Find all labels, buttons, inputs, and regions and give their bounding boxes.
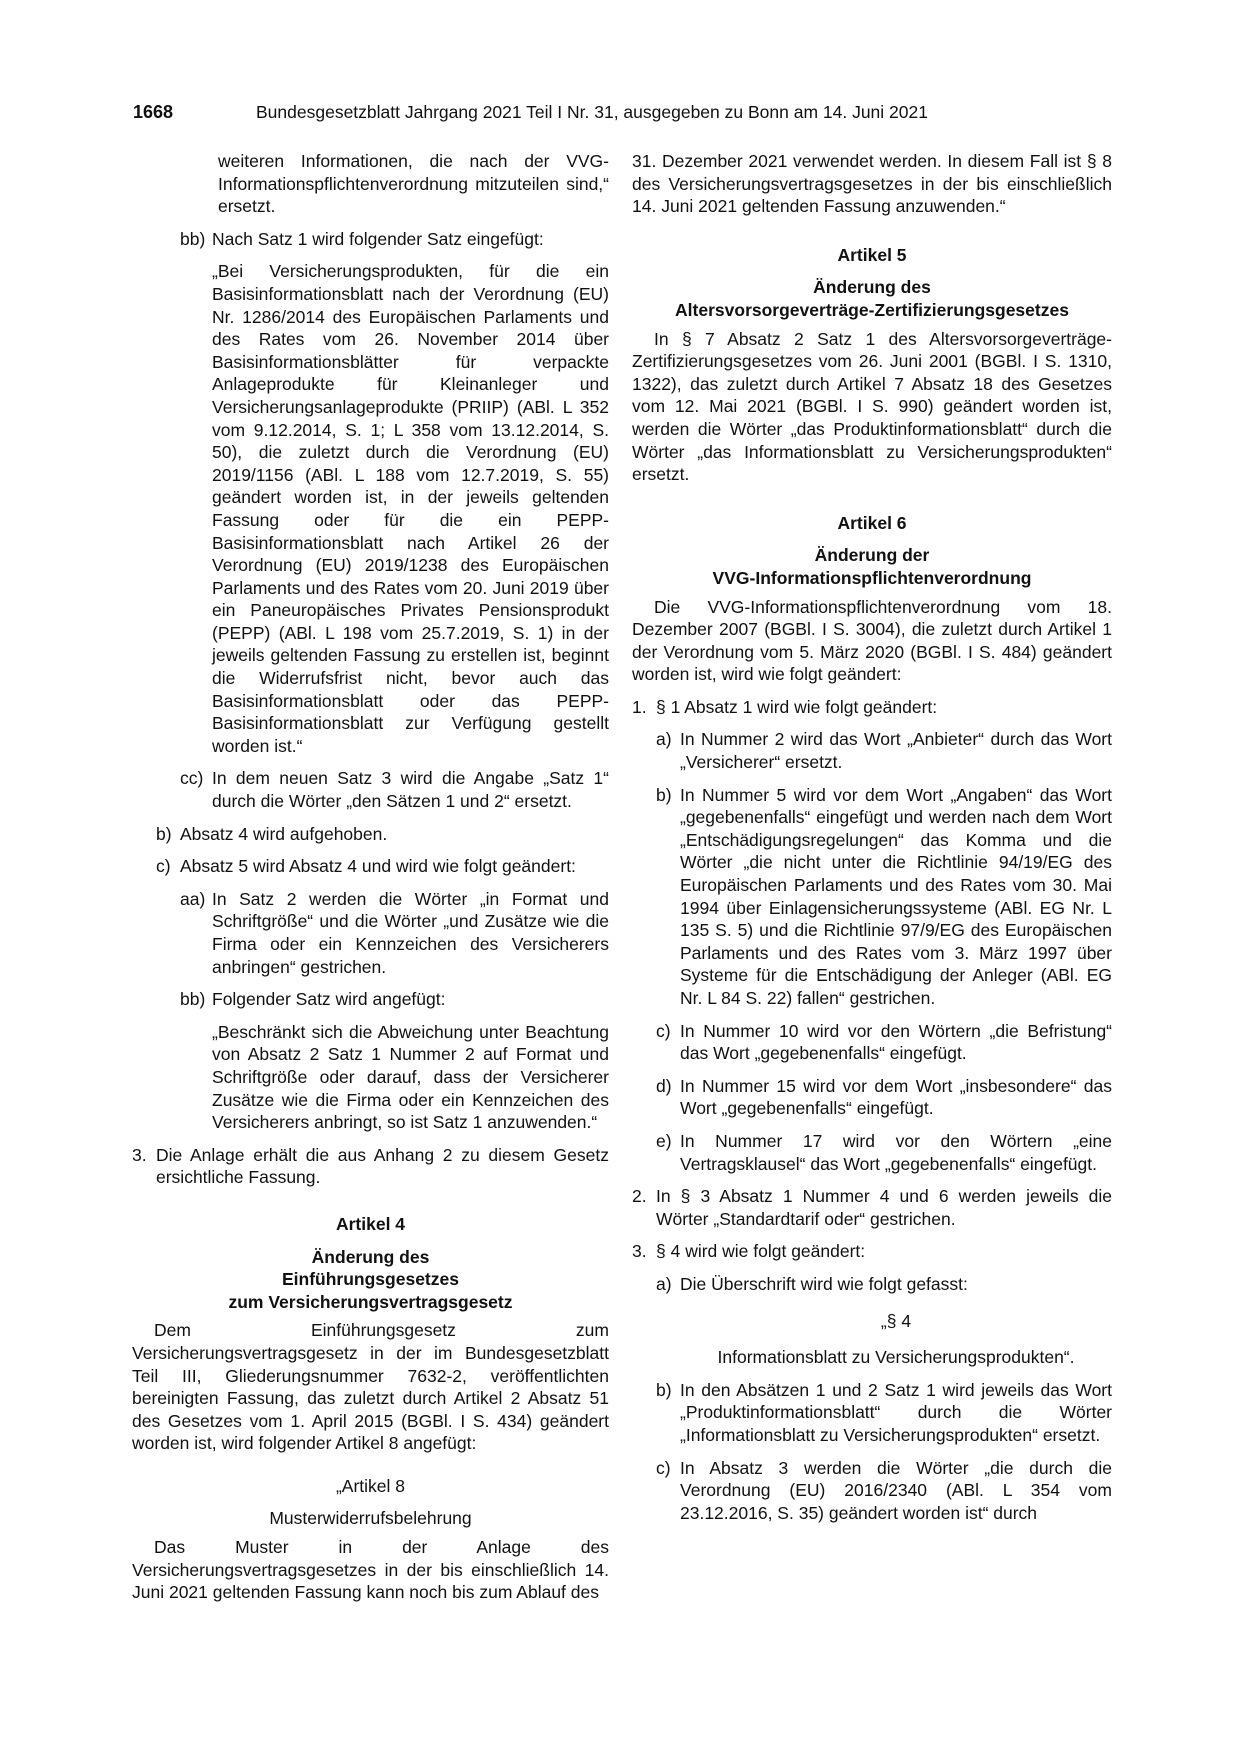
- article-title: Altersvorsorgeverträge-Zertifizierungsgesetzes: [675, 299, 1069, 320]
- list-item-1d: d) In Nummer 15 wird vor dem Wort „insbesondere“ das Wort „gegebenenfalls“ eingefügt.: [656, 1075, 1112, 1119]
- article-body: Die VVG-Informationspflichtenverordnung vom 18. Dezember 2007 (BGBl. I S. 3004), die zuletzt durch Artikel 1 der Verordnung vom 5. März 2020 (BGBl. I S. 484) geändert worden ist, wird wie folgt geändert:: [632, 596, 1112, 685]
- quoted-sentence: „Bei Versicherungsprodukten, für die ein Basisinformationsblatt nach der Verordnung (EU) Nr. 1286/2014 des Europäischen Parlaments und des Rates vom 26. November 2014 über Basisinformationsblätter für verpackte Anlageprodukte für Kleinanleger und Versicherungsanlageprodukte (PRIIP) (ABl. L 352 vom 9.12.2014, S. 1; L 358 vom 13.12.2014, S. 50), die zuletzt durch die Verordnung (EU) 2019/1156 (ABl. L 188 vom 12.7.2019, S. 55) geändert worden ist, in der jeweils geltenden Fassung oder für die ein PEPP-Basisinformationsblatt nach Artikel 26 der Verordnung (EU) 2019/1238 des Europäischen Parlaments und des Rates vom 20. Juni 2019 über ein Paneuropäisches Privates Pensionsprodukt (PEPP) (ABl. L 198 vom 25.7.2019, S. 1) in der jeweils geltenden Fassung zu erstellen ist, beginnt die Widerrufsfrist nicht, bevor auch das Basisinformationsblatt oder das PEPP-Basisinformationsblatt zur Verfügung gestellt worden ist.“: [212, 261, 609, 756]
- article-title: Änderung des: [311, 1246, 430, 1267]
- left-column: [132, 150, 609, 1604]
- continued-text: weiteren Informationen, die nach der VVG-Informationspflichtenverordnung mitzuteilen sind,“ ersetzt.: [218, 151, 609, 217]
- article-body: In § 7 Absatz 2 Satz 1 des Altersvorsorgeverträge-Zertifizierungsgesetzes vom 26. Juni 2001 (BGBl. I S. 1310, 1322), das zuletzt durch Artikel 7 Absatz 18 des Gesetzes vom 12. Mai 2021 (BGBl. I S. 990) geändert worden ist, werden die Wörter „das Produktinformationsblatt“ durch die Wörter „das Informationsblatt zu Versicherungsprodukten“ ersetzt.: [632, 328, 1112, 485]
- inserted-article-body: Das Muster in der Anlage des Versicherungsvertragsgesetzes in der bis einschließlich 14. Juni 2021 geltenden Fassung kann noch bis zum Ablauf des: [132, 1537, 609, 1603]
- list-item-bb1: bb) Nach Satz 1 wird folgender Satz eingefügt:: [180, 228, 544, 249]
- list-item-1a: a) In Nummer 2 wird das Wort „Anbieter“ durch das Wort „Versicherer“ ersetzt.: [656, 729, 1112, 773]
- inserted-article-number: „Artikel 8: [335, 1475, 406, 1496]
- list-item-3: 3. Die Anlage erhält die aus Anhang 2 zu diesem Gesetz ersichtliche Fassung.: [132, 1144, 609, 1188]
- continued-text: 31. Dezember 2021 verwendet werden. In diesem Fall ist § 8 des Versicherungsvertragsgesetzes in der bis einschließlich 14. Juni 2021 geltenden Fassung anzuwenden.“: [632, 151, 1112, 217]
- article-title: VVG-Informationspflichtenverordnung: [712, 567, 1032, 588]
- quoted-sentence: „Beschränkt sich die Abweichung unter Beachtung von Absatz 2 Satz 1 Nummer 2 auf Format und Schriftgröße oder darauf, dass der Versicherer Zusätze wie die Firma oder ein Kennzeichen des Versicherers anbringt, so ist Satz 1 anzuwenden.“: [212, 1021, 609, 1133]
- list-item-3a: a) Die Überschrift wird wie folgt gefasst:: [656, 1273, 968, 1294]
- article-title: Änderung der: [814, 545, 930, 566]
- article-number: Artikel 5: [837, 244, 907, 265]
- page-number: 1668: [133, 102, 174, 122]
- list-item-b: b) Absatz 4 wird aufgehoben.: [156, 823, 388, 844]
- list-item-aa: aa) In Satz 2 werden die Wörter „in Format und Schriftgröße“ und die Wörter „und Zusätze wie die Firma oder ein Kennzeichen des Versicherers anbringen“ gestrichen.: [180, 888, 609, 977]
- list-item-3b: b) In den Absätzen 1 und 2 Satz 1 wird jeweils das Wort „Produktinformationsblatt“ durch die Wörter „Informationsblatt zu Versicherungsprodukten“ ersetzt.: [656, 1379, 1112, 1445]
- article-number: Artikel 6: [837, 512, 907, 533]
- article-title: zum Versicherungsvertragsgesetz: [228, 1291, 513, 1312]
- list-item-2: 2. In § 3 Absatz 1 Nummer 4 und 6 werden jeweils die Wörter „Standardtarif oder“ gestrichen.: [632, 1186, 1112, 1229]
- list-item-1c: c) In Nummer 10 wird vor den Wörtern „die Befristung“ das Wort „gegebenenfalls“ eingefügt.: [656, 1020, 1112, 1064]
- article-title: Einführungsgesetzes: [282, 1269, 459, 1290]
- quoted-paragraph-number: „§ 4: [880, 1310, 912, 1331]
- right-column: [632, 150, 1112, 1524]
- list-item-1: 1. § 1 Absatz 1 wird wie folgt geändert:: [632, 696, 938, 717]
- quoted-paragraph-heading: Informationsblatt zu Versicherungsprodukten“.: [717, 1347, 1075, 1368]
- list-item-c: c) Absatz 5 wird Absatz 4 und wird wie folgt geändert:: [156, 856, 576, 877]
- list-item-bb2: bb) Folgender Satz wird angefügt:: [180, 989, 446, 1010]
- list-item-1e: e) In Nummer 17 wird vor den Wörtern „eine Vertragsklausel“ das Wort „gegebenenfalls“ eingefügt.: [656, 1130, 1112, 1174]
- list-item-cc: cc) In dem neuen Satz 3 wird die Angabe „Satz 1“ durch die Wörter „den Sätzen 1 und 2“ ersetzt.: [180, 768, 609, 812]
- gazette-title: Bundesgesetzblatt Jahrgang 2021 Teil I Nr. 31, ausgegeben zu Bonn am 14. Juni 2021: [256, 102, 928, 122]
- article-number: Artikel 4: [335, 1213, 406, 1234]
- page-header: [133, 100, 1113, 124]
- article-title: Änderung des: [813, 277, 931, 298]
- list-item-3: 3. § 4 wird wie folgt geändert:: [632, 1241, 866, 1262]
- article-body: Dem Einführungsgesetz zum Versicherungsvertragsgesetz in der im Bundesgesetzblatt Teil III, Gliederungsnummer 7632-2, veröffentlichten bereinigten Fassung, das zuletzt durch Artikel 2 Absatz 51 des Gesetzes vom 1. April 2015 (BGBl. I S. 434) geändert worden ist, wird folgender Artikel 8 angefügt:: [132, 1320, 609, 1454]
- inserted-article-title: Musterwiderrufsbelehrung: [269, 1508, 472, 1529]
- list-item-1b: b) In Nummer 5 wird vor dem Wort „Angaben“ das Wort „gegebenenfalls“ eingefügt und werden nach dem Wort „Entschädigungsregelungen“ das Komma und die Wörter „die nicht unter die Richtlinie 94/19/EG des Europäischen Parlaments und des Rates vom 30. Mai 1994 über Einlagensicherungssysteme (ABl. EG Nr. L 135 S. 5) und die Richtlinie 97/9/EG des Europäischen Parlaments und des Rates vom 3. März 1997 über Systeme für die Entschädigung der Anleger (ABl. EG Nr. L 84 S. 22) fallen“ gestrichen.: [656, 784, 1112, 1008]
- list-item-3c: c) In Absatz 3 werden die Wörter „die durch die Verordnung (EU) 2016/2340 (ABl. L 354 vom 23.12.2016, S. 35) geändert worden ist“ durch: [656, 1457, 1112, 1523]
